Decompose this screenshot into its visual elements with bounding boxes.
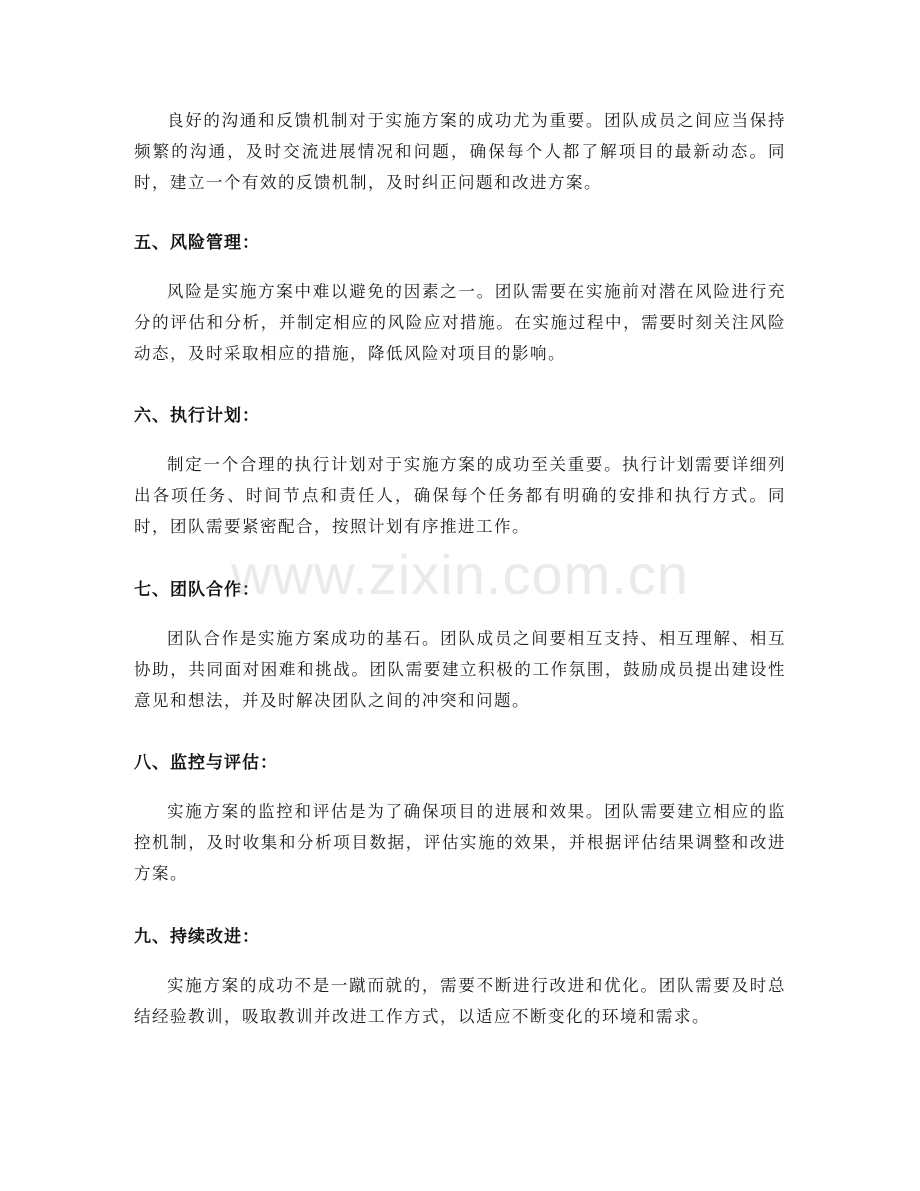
- watermark-text: www.zixin.com.cn: [231, 543, 689, 606]
- heading-continuous-improvement: 九、持续改进：: [134, 927, 260, 947]
- paragraph-communication: 良好的沟通和反馈机制对于实施方案的成功尤为重要。团队成员之间应当保持频繁的沟通，及时交流进展情况和问题，确保每个人都了解项目的最新动态。同时，建立一个有效的反馈机制，及时纠正问题和改进方案。: [134, 111, 786, 192]
- paragraph-execution-plan: 制定一个合理的执行计划对于实施方案的成功至关重要。执行计划需要详细列出各项任务、时间节点和责任人，确保每个任务都有明确的安排和执行方式。同时，团队需要紧密配合，按照计划有序推进工作。: [134, 455, 786, 536]
- paragraph-risk-management: 风险是实施方案中难以避免的因素之一。团队需要在实施前对潜在风险进行充分的评估和分析，并制定相应的风险应对措施。在实施过程中，需要时刻关注风险动态，及时采取相应的措施，降低风险对项目的影响。: [134, 282, 786, 363]
- heading-teamwork: 七、团队合作：: [134, 580, 260, 600]
- heading-risk-management: 五、风险管理：: [134, 233, 260, 253]
- paragraph-teamwork: 团队合作是实施方案成功的基石。团队成员之间要相互支持、相互理解、相互协助，共同面对困难和挑战。团队需要建立积极的工作氛围，鼓励成员提出建设性意见和想法，并及时解决团队之间的冲突和问题。: [134, 629, 786, 710]
- heading-monitoring-evaluation: 八、监控与评估：: [134, 753, 278, 773]
- heading-execution-plan: 六、执行计划：: [134, 406, 260, 426]
- paragraph-continuous-improvement: 实施方案的成功不是一蹴而就的，需要不断进行改进和优化。团队需要及时总结经验教训，吸取教训并改进工作方式，以适应不断变化的环境和需求。: [134, 976, 786, 1026]
- paragraph-monitoring-evaluation: 实施方案的监控和评估是为了确保项目的进展和效果。团队需要建立相应的监控机制，及时收集和分析项目数据，评估实施的效果，并根据评估结果调整和改进方案。: [134, 802, 786, 883]
